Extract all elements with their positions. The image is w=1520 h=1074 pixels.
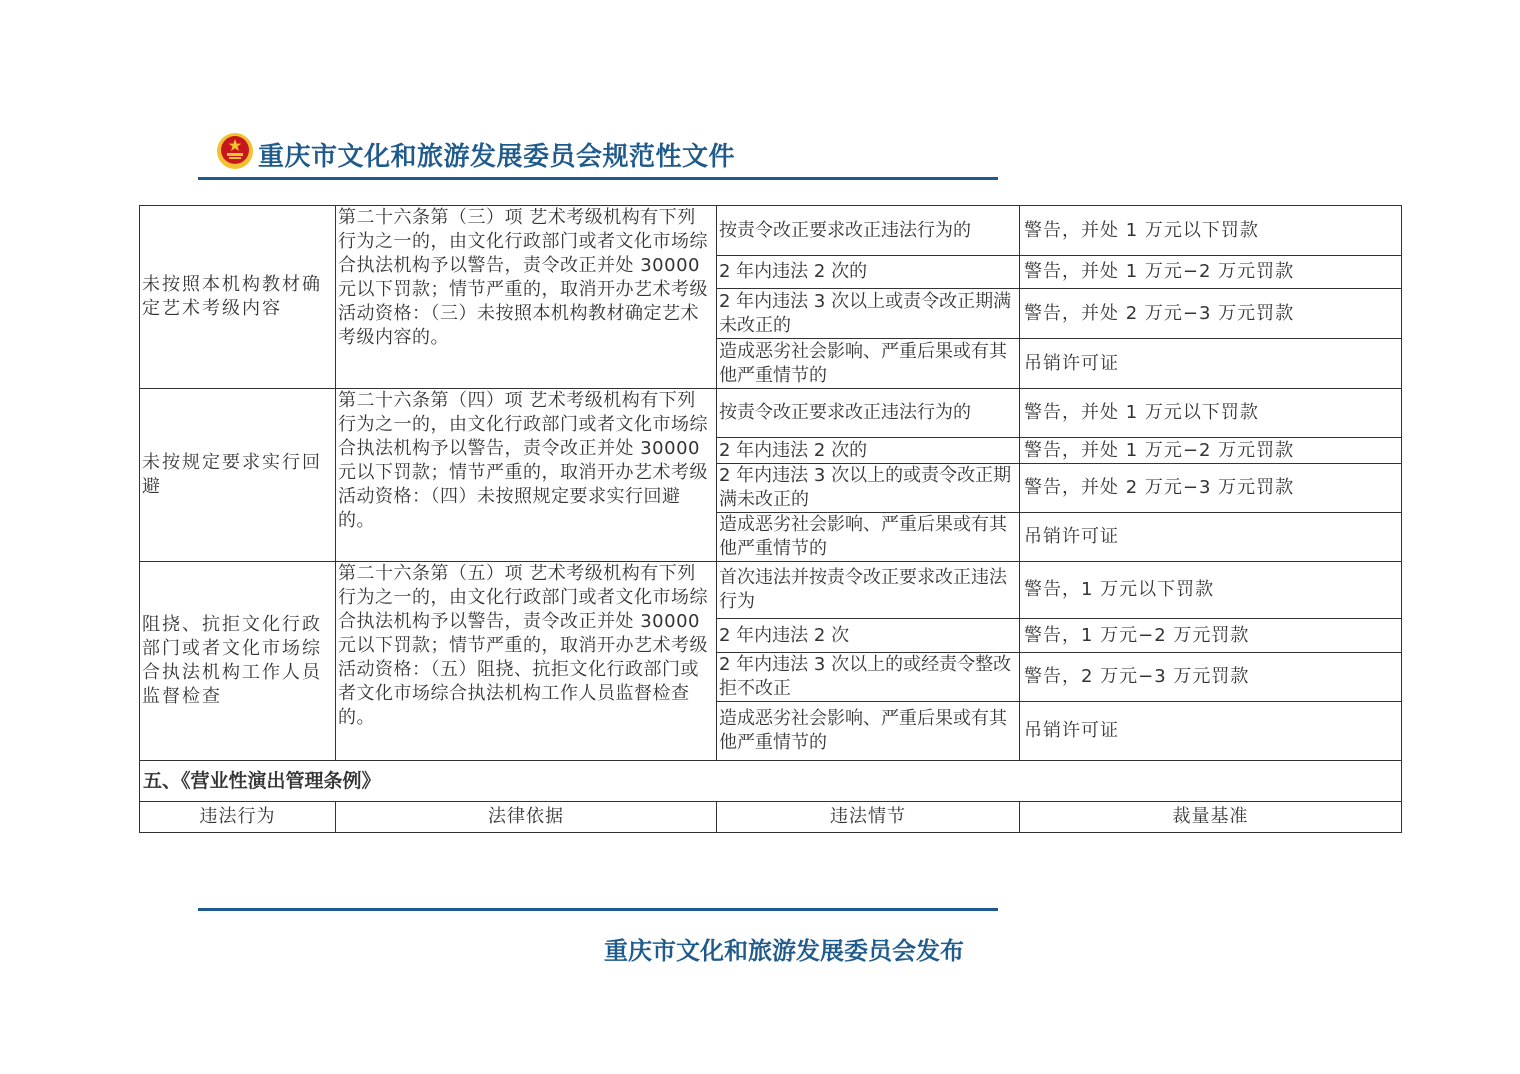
penalty-standard-cell: 警告，并处 1 万元以下罚款 (1020, 389, 1402, 438)
violation-circumstance-cell: 2 年内违法 2 次 (717, 619, 1020, 653)
column-header-act: 违法行为 (140, 802, 336, 833)
violation-circumstance-cell: 2 年内违法 3 次以上或责令改正期满未改正的 (717, 289, 1020, 339)
column-header-row (140, 802, 1402, 833)
footer-rule (198, 908, 998, 911)
national-emblem-icon (216, 132, 254, 170)
violation-circumstance-cell: 造成恶劣社会影响、严重后果或有其他严重情节的 (717, 513, 1020, 562)
penalty-standard-table (139, 205, 1402, 833)
penalty-standard-cell: 警告，并处 1 万元以下罚款 (1020, 206, 1402, 256)
penalty-standard-cell: 警告，并处 1 万元−2 万元罚款 (1020, 256, 1402, 289)
document-header-title: 重庆市文化和旅游发展委员会规范性文件 (258, 142, 736, 172)
violation-act-cell: 未按照本机构教材确定艺术考级内容 (140, 206, 336, 389)
penalty-standard-cell: 警告，并处 2 万元−3 万元罚款 (1020, 464, 1402, 513)
penalty-standard-cell: 警告，并处 1 万元−2 万元罚款 (1020, 438, 1402, 464)
violation-circumstance-cell: 2 年内违法 3 次以上的或经责令整改拒不改正 (717, 653, 1020, 702)
violation-circumstance-cell: 2 年内违法 3 次以上的或责令改正期满未改正的 (717, 464, 1020, 513)
legal-basis-cell: 第二十六条第（四）项 艺术考级机构有下列行为之一的，由文化行政部门或者文化市场综合执法机构予以警告，责令改正并处 30000 元以下罚款；情节严重的，取消开办艺术考级活动资格：（四）未按照规定要求实行回避的。 (336, 389, 717, 562)
section-title: 五、《营业性演出管理条例》 (140, 761, 1402, 802)
table-row (140, 562, 1402, 619)
violation-circumstance-cell: 2 年内违法 2 次的 (717, 438, 1020, 464)
violation-circumstance-cell: 造成恶劣社会影响、严重后果或有其他严重情节的 (717, 702, 1020, 761)
penalty-standard-cell: 警告，1 万元以下罚款 (1020, 562, 1402, 619)
violation-circumstance-cell: 按责令改正要求改正违法行为的 (717, 389, 1020, 438)
table-row (140, 206, 1402, 256)
violation-circumstance-cell: 2 年内违法 2 次的 (717, 256, 1020, 289)
table-row (140, 389, 1402, 438)
column-header-basis: 法律依据 (336, 802, 717, 833)
violation-circumstance-cell: 按责令改正要求改正违法行为的 (717, 206, 1020, 256)
section-heading-row (140, 761, 1402, 802)
penalty-standard-cell: 吊销许可证 (1020, 513, 1402, 562)
violation-circumstance-cell: 首次违法并按责令改正要求改正违法行为 (717, 562, 1020, 619)
column-header-circumstance: 违法情节 (717, 802, 1020, 833)
header-rule (198, 177, 998, 180)
legal-basis-cell: 第二十六条第（三）项 艺术考级机构有下列行为之一的，由文化行政部门或者文化市场综合执法机构予以警告，责令改正并处 30000 元以下罚款；情节严重的，取消开办艺术考级活动资格：（三）未按照本机构教材确定艺术考级内容的。 (336, 206, 717, 389)
penalty-standard-cell: 警告，2 万元−3 万元罚款 (1020, 653, 1402, 702)
document-footer-publisher: 重庆市文化和旅游发展委员会发布 (604, 936, 964, 965)
column-header-standard: 裁量基准 (1020, 802, 1402, 833)
violation-circumstance-cell: 造成恶劣社会影响、严重后果或有其他严重情节的 (717, 339, 1020, 389)
violation-act-cell: 未按规定要求实行回避 (140, 389, 336, 562)
penalty-standard-cell: 警告，1 万元−2 万元罚款 (1020, 619, 1402, 653)
penalty-standard-cell: 吊销许可证 (1020, 702, 1402, 761)
penalty-standard-cell: 警告，并处 2 万元−3 万元罚款 (1020, 289, 1402, 339)
violation-act-cell: 阻挠、抗拒文化行政部门或者文化市场综合执法机构工作人员监督检查 (140, 562, 336, 761)
penalty-standard-cell: 吊销许可证 (1020, 339, 1402, 389)
legal-basis-cell: 第二十六条第（五）项 艺术考级机构有下列行为之一的，由文化行政部门或者文化市场综合执法机构予以警告，责令改正并处 30000 元以下罚款；情节严重的，取消开办艺术考级活动资格：（五）阻挠、抗拒文化行政部门或者文化市场综合执法机构工作人员监督检查的。 (336, 562, 717, 761)
